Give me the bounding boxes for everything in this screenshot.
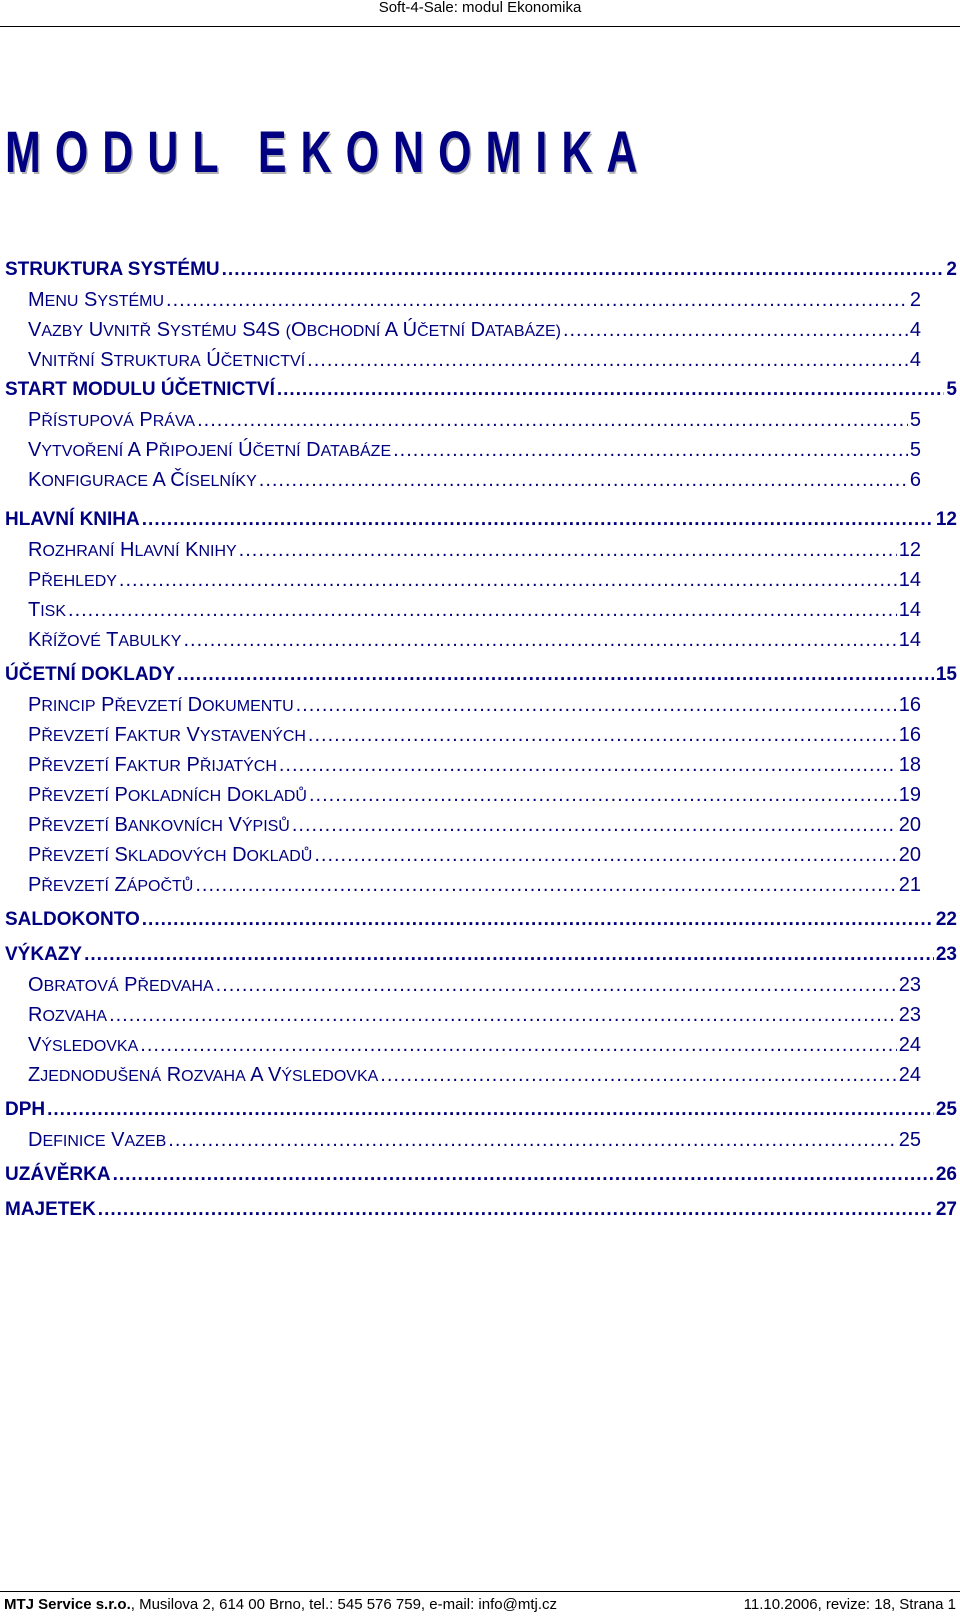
footer-company-info <box>4 1593 557 1617</box>
document-title: MODUL EKONOMIKA <box>5 120 652 185</box>
toc-entry-text: HLAVNÍ KNIHA <box>5 509 140 530</box>
toc-dot-leader <box>314 843 896 867</box>
toc-page-number: 15 <box>935 664 957 685</box>
toc-dot-leader <box>68 598 897 622</box>
toc-section-link[interactable] <box>28 813 921 839</box>
toc-dot-leader <box>380 1063 896 1087</box>
toc-entry-text: PŘEVZETÍ ZÁPOČTŮ <box>28 874 194 896</box>
toc-dot-leader <box>393 438 908 462</box>
toc-entry-text: VÝKAZY <box>5 944 83 965</box>
toc-entry-text: TISK <box>28 599 67 621</box>
toc-page-number: 26 <box>935 1164 957 1185</box>
toc-chapter-link[interactable] <box>5 508 957 532</box>
toc-entry-text: DEFINICE VAZEB <box>28 1129 167 1151</box>
toc-chapter-link[interactable] <box>5 1198 957 1222</box>
toc-page-number: 23 <box>898 974 921 996</box>
toc-dot-leader <box>239 538 897 562</box>
toc-entry-text: ÚČETNÍ DOKLADY <box>5 664 175 685</box>
toc-entry-text: STRUKTURA SYSTÉMU <box>5 259 220 280</box>
toc-section-link[interactable] <box>28 318 921 344</box>
toc-page-number: 24 <box>898 1034 921 1056</box>
toc-page-number: 12 <box>935 509 957 530</box>
toc-section-link[interactable] <box>28 1003 921 1029</box>
toc-dot-leader <box>222 258 945 282</box>
toc-entry-text: PŘEVZETÍ FAKTUR VYSTAVENÝCH <box>28 724 306 746</box>
toc-page-number: 2 <box>946 259 957 280</box>
toc-chapter-link[interactable] <box>5 943 957 967</box>
toc-entry-text: PŘEHLEDY <box>28 569 117 591</box>
toc-entry-text: UZÁVĚRKA <box>5 1164 111 1185</box>
toc-entry-text: MENU SYSTÉMU <box>28 289 165 311</box>
toc-dot-leader <box>292 813 897 837</box>
page-header <box>0 0 960 27</box>
toc-page-number: 4 <box>909 349 921 371</box>
toc-section-link[interactable] <box>28 288 921 314</box>
toc-dot-leader <box>166 288 908 312</box>
toc-dot-leader <box>277 378 945 402</box>
toc-page-number: 23 <box>935 944 957 965</box>
toc-section-link[interactable] <box>28 873 921 899</box>
toc-entry-text: ROZVAHA <box>28 1004 108 1026</box>
toc-dot-leader <box>216 973 897 997</box>
toc-dot-leader <box>195 873 896 897</box>
toc-dot-leader <box>140 1033 896 1057</box>
toc-page-number: 25 <box>898 1129 921 1151</box>
toc-dot-leader <box>47 1098 934 1122</box>
toc-entry-text: DPH <box>5 1099 46 1120</box>
toc-entry-text: PŘÍSTUPOVÁ PRÁVA <box>28 409 196 431</box>
toc-dot-leader <box>98 1198 934 1222</box>
toc-page-number: 2 <box>909 289 921 311</box>
toc-section-link[interactable] <box>28 598 921 624</box>
toc-section-link[interactable] <box>28 568 921 594</box>
toc-page-number: 16 <box>898 724 921 746</box>
toc-page-number: 16 <box>898 694 921 716</box>
toc-dot-leader <box>113 1163 934 1187</box>
toc-page-number: 19 <box>898 784 921 806</box>
toc-page-number: 25 <box>935 1099 957 1120</box>
toc-entry-text: PRINCIP PŘEVZETÍ DOKUMENTU <box>28 694 294 716</box>
toc-page-number: 14 <box>898 629 921 651</box>
toc-chapter-link[interactable] <box>5 1163 957 1187</box>
toc-dot-leader <box>296 693 897 717</box>
toc-page-number: 24 <box>898 1064 921 1086</box>
toc-chapter-link[interactable] <box>5 663 957 687</box>
toc-entry-text: MAJETEK <box>5 1199 96 1220</box>
toc-entry-text: VAZBY UVNITŘ SYSTÉMU S4S (OBCHODNÍ A ÚČETNÍ DATABÁZE) <box>28 319 561 341</box>
running-title: Soft-4-Sale: modul Ekonomika <box>378 0 582 16</box>
toc-page-number: 14 <box>898 599 921 621</box>
toc-entry-text: KŘÍŽOVÉ TABULKY <box>28 629 182 651</box>
toc-section-link[interactable] <box>28 408 921 434</box>
toc-dot-leader <box>142 908 934 932</box>
toc-page-number: 12 <box>898 539 921 561</box>
toc-section-link[interactable] <box>28 1033 921 1059</box>
toc-page-number: 6 <box>909 469 921 491</box>
toc-dot-leader <box>177 663 934 687</box>
toc-page-number: 20 <box>898 844 921 866</box>
toc-chapter-link[interactable] <box>5 1098 957 1122</box>
toc-page-number: 14 <box>898 569 921 591</box>
toc-page-number: 4 <box>909 319 921 341</box>
toc-entry-text: VYTVOŘENÍ A PŘIPOJENÍ ÚČETNÍ DATABÁZE <box>28 439 392 461</box>
toc-entry-text: ROZHRANÍ HLAVNÍ KNIHY <box>28 539 237 561</box>
footer-company-name: MTJ Service s.r.o. <box>4 1596 131 1613</box>
toc-entry-text: PŘEVZETÍ POKLADNÍCH DOKLADŮ <box>28 784 307 806</box>
toc-page-number: 5 <box>909 439 921 461</box>
toc-section-link[interactable] <box>28 753 921 779</box>
toc-dot-leader <box>84 943 934 967</box>
toc-section-link[interactable] <box>28 843 921 869</box>
toc-entry-text: PŘEVZETÍ SKLADOVÝCH DOKLADŮ <box>28 844 313 866</box>
toc-page-number: 5 <box>909 409 921 431</box>
toc-dot-leader <box>308 723 897 747</box>
toc-dot-leader <box>309 783 897 807</box>
toc-dot-leader <box>183 628 896 652</box>
toc-dot-leader <box>119 568 897 592</box>
toc-section-link[interactable] <box>28 438 921 464</box>
toc-page-number: 21 <box>898 874 921 896</box>
toc-section-link[interactable] <box>28 538 921 564</box>
toc-dot-leader <box>563 318 908 342</box>
footer-date-revision-page: 11.10.2006, revize: 18, Strana 1 <box>743 1596 956 1613</box>
toc-entry-text: VNITŘNÍ STRUKTURA ÚČETNICTVÍ <box>28 349 306 371</box>
toc-dot-leader <box>307 348 908 372</box>
toc-chapter-link[interactable] <box>5 258 957 282</box>
toc-entry-text: OBRATOVÁ PŘEDVAHA <box>28 974 214 996</box>
toc-entry-text: PŘEVZETÍ FAKTUR PŘIJATÝCH <box>28 754 277 776</box>
toc-page-number: 5 <box>946 379 957 400</box>
toc-page-number: 20 <box>898 814 921 836</box>
toc-page-number: 22 <box>935 909 957 930</box>
toc-entry-text: SALDOKONTO <box>5 909 140 930</box>
toc-chapter-link[interactable] <box>5 378 957 402</box>
toc-section-link[interactable] <box>28 1063 921 1089</box>
toc-entry-text: KONFIGURACE A ČÍSELNÍKY <box>28 469 257 491</box>
toc-dot-leader <box>259 468 908 492</box>
toc-dot-leader <box>142 508 934 532</box>
toc-section-link[interactable] <box>28 783 921 809</box>
toc-section-link[interactable] <box>28 693 921 719</box>
toc-dot-leader <box>197 408 908 432</box>
toc-section-link[interactable] <box>28 468 921 494</box>
page-footer <box>0 1591 960 1617</box>
toc-page-number: 18 <box>898 754 921 776</box>
toc-section-link[interactable] <box>28 973 921 999</box>
toc-section-link[interactable] <box>28 348 921 374</box>
toc-chapter-link[interactable] <box>5 908 957 932</box>
toc-section-link[interactable] <box>28 723 921 749</box>
toc-dot-leader <box>279 753 897 777</box>
toc-entry-text: ZJEDNODUŠENÁ ROZVAHA A VÝSLEDOVKA <box>28 1064 379 1086</box>
footer-address: , Musilova 2, 614 00 Brno, tel.: 545 576 759, e-mail: info@mtj.cz <box>130 1596 558 1613</box>
toc-page-number: 27 <box>935 1199 957 1220</box>
toc-section-link[interactable] <box>28 1128 921 1154</box>
toc-page-number: 23 <box>898 1004 921 1026</box>
toc-section-link[interactable] <box>28 628 921 654</box>
toc-dot-leader <box>109 1003 897 1027</box>
toc-entry-text: PŘEVZETÍ BANKOVNÍCH VÝPISŮ <box>28 814 290 836</box>
toc-entry-text: VÝSLEDOVKA <box>28 1034 139 1056</box>
toc-dot-leader <box>168 1128 896 1152</box>
toc-entry-text: START MODULU ÚČETNICTVÍ <box>5 379 275 400</box>
